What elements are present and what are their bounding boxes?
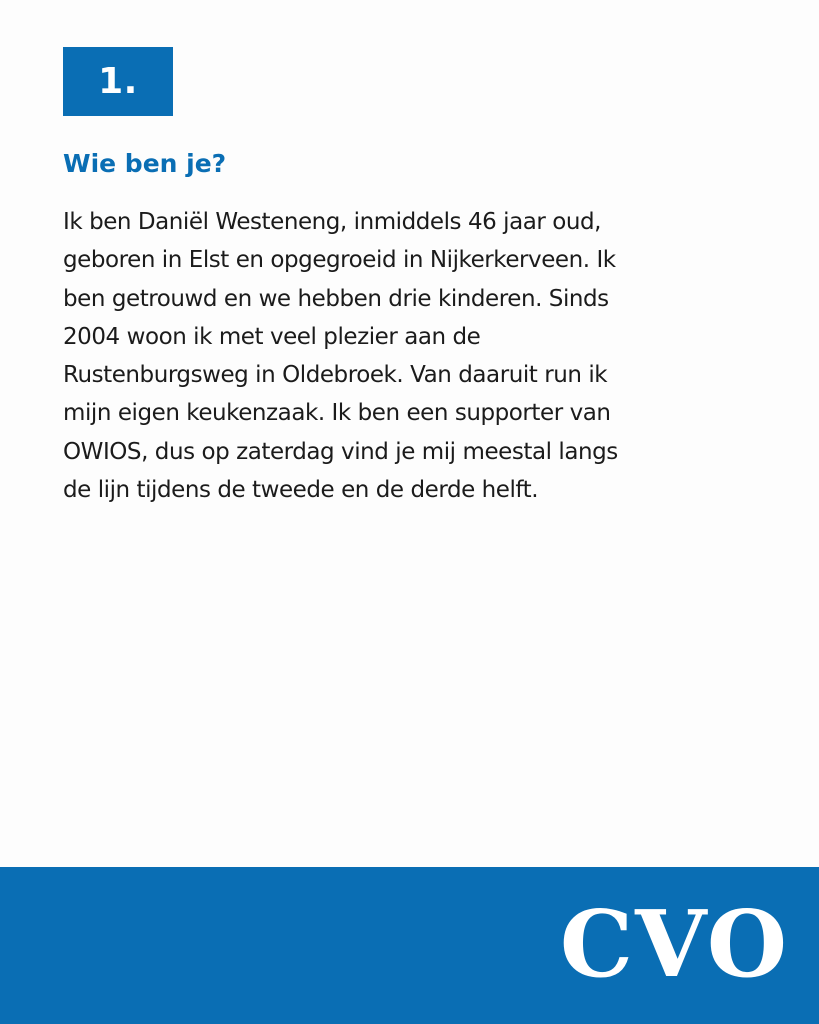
question-number-badge [63,47,173,116]
question-number: 1. [98,61,138,102]
footer-band [0,867,819,1024]
answer-paragraph: Ik ben Daniël Westeneng, inmiddels 46 jaar oud, geboren in Elst en opgegroeid in Nijkerkerveen. Ik ben getrouwd en we hebben drie kinderen. Sinds 2004 woon ik met veel plezier aan de Rustenburgsweg in Oldebroek. Van daaruit run ik mijn eigen keukenzaak. Ik ben een supporter van OWIOS, dus op zaterdag vind je mij meestal langs de lijn tijdens de tweede en de derde helft. [63,209,618,504]
question-heading: Wie ben je? [63,149,227,178]
cvo-logo: CVO [559,890,789,998]
